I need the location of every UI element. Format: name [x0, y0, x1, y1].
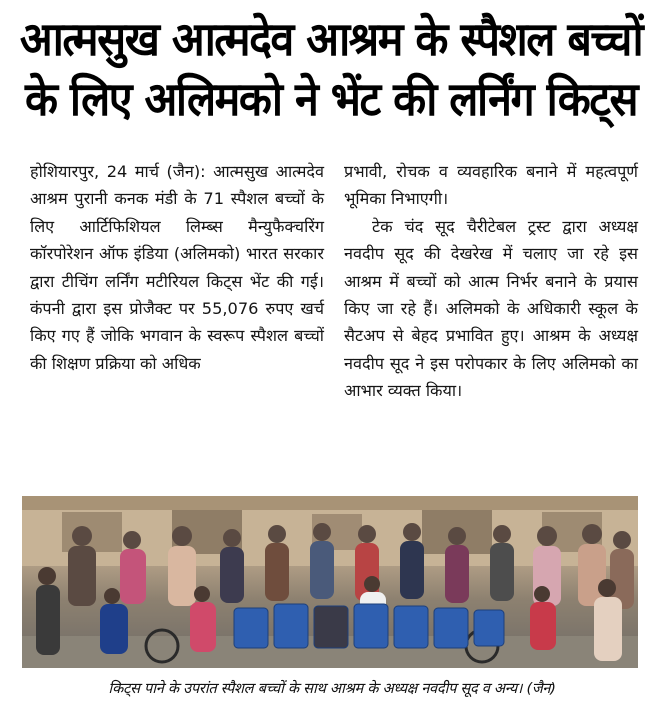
headline	[10, 10, 652, 130]
group-photo	[22, 496, 638, 668]
photo-caption: किट्स पाने के उपरांत स्पैशल बच्चों के साथ आश्रम के अध्यक्ष नवदीप सूद व अन्य। (जैन)	[108, 680, 556, 697]
headline-line-1: आत्मसुख आत्मदेव आश्रम के स्पैशल बच्चों	[19, 12, 643, 67]
article-body	[30, 158, 638, 494]
group-photo-illustration	[22, 496, 638, 668]
headline-line-2: के लिए अलिमको ने भेंट की लर्निंग किट्स	[24, 73, 638, 127]
article-paragraph-1: होशियारपुर, 24 मार्च (जैन): आत्मसुख आत्मदेव आश्रम पुरानी कनक मंडी के 71 स्पैशल बच्चों के लिए आर्टिफिशियल लिम्ब्स मैन्युफैक्चरिंग कॉरपोरेशन ऑफ इंडिया (अलिमको) भारत सरकार द्वारा टीचिंग लर्निंग मटीरियल किट्स भेंट की गई। कंपनी द्वारा इस प्रोजैक्ट पर 55,076 रुपए खर्च किए गए हैं जोकि भगवान के स्वरूप स्पैशल बच्चों की शिक्षण प्रक्रिया को अधिक	[30, 162, 324, 373]
article-column-2	[344, 158, 638, 494]
article-paragraph-2: प्रभावी, रोचक व व्यवहारिक बनाने में महत्वपूर्ण भूमिका निभाएगी।	[344, 162, 638, 209]
article-paragraph-3: टेक चंद सूद चैरीटेबल ट्रस्ट द्वारा अध्यक्ष नवदीप सूद की देखरेख में चलाए जा रहे इस आश्रम में बच्चों को आत्म निर्भर बनाने के प्रयास किए जा रहे हैं। अलिमको के अधिकारी स्कूल के सैटअप से बेहद प्रभावित हुए। आश्रम के अध्यक्ष नवदीप सूद ने इस परोपकार के लिए अलिमको का आभार व्यक्त किया।	[344, 216, 638, 401]
article-column-1	[30, 158, 324, 494]
